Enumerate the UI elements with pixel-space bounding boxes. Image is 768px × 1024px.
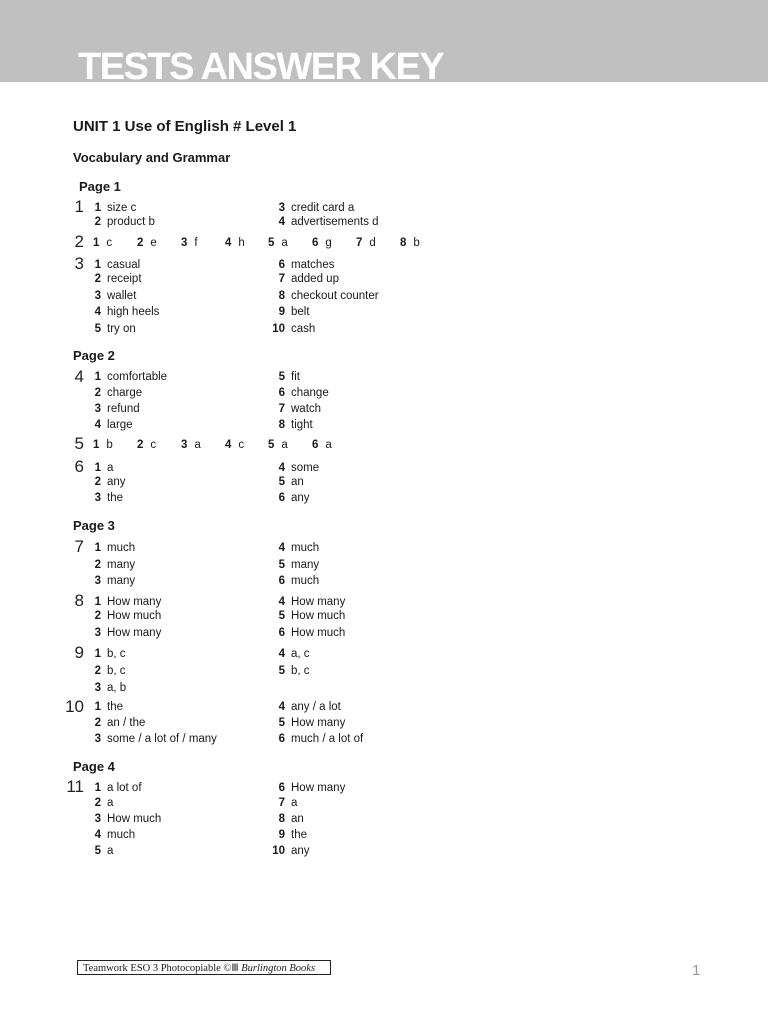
- answer-item: [93, 215, 155, 229]
- answer-text: much / a lot of: [291, 733, 364, 745]
- answer-item: [93, 289, 136, 303]
- answer-text: h: [238, 237, 245, 249]
- answer-number: 1: [93, 439, 100, 451]
- answer-item: [312, 438, 332, 452]
- answer-item: [277, 289, 379, 303]
- answer-item: [277, 305, 310, 319]
- answer-text: cash: [291, 323, 316, 335]
- answer-number: 3: [181, 237, 188, 249]
- answer-pair: [356, 236, 376, 250]
- answer-pair: [137, 438, 156, 452]
- exercise-number: 8: [74, 591, 84, 610]
- answer-item: [93, 558, 135, 572]
- answer-number: 3: [181, 439, 188, 451]
- answer-item: [277, 370, 300, 384]
- answer-pair: [312, 438, 332, 452]
- answer-item: [277, 491, 310, 505]
- answer-item: [277, 781, 345, 795]
- answer-number: 8: [278, 813, 285, 825]
- answer-pair: [312, 236, 332, 250]
- answer-number: 6: [312, 439, 319, 451]
- answer-number: 7: [278, 797, 285, 809]
- answer-item: [277, 732, 363, 746]
- answer-item: [181, 438, 201, 452]
- answer-text: refund: [107, 403, 140, 415]
- answer-text: How much: [107, 813, 162, 825]
- exercise-number: 7: [74, 537, 84, 556]
- answer-item: [271, 322, 315, 336]
- answer-text: belt: [291, 306, 310, 318]
- answer-text: c: [238, 439, 245, 451]
- answer-number: 6: [278, 733, 285, 745]
- answer-item: [93, 781, 142, 795]
- answer-number: 2: [94, 717, 101, 729]
- answer-item: [93, 828, 135, 842]
- answer-text: a: [281, 237, 288, 249]
- answer-item: [93, 812, 161, 826]
- answer-number: 5: [278, 476, 285, 488]
- answer-number: 1: [94, 259, 101, 271]
- answer-number: 6: [278, 492, 285, 504]
- answer-item: [93, 574, 135, 588]
- page-heading: Page 2: [73, 348, 115, 363]
- answer-item: [93, 732, 217, 746]
- answer-number: 4: [278, 462, 285, 474]
- answer-text: b: [413, 237, 420, 249]
- answer-number: 4: [94, 419, 101, 431]
- answer-item: [93, 438, 113, 452]
- answer-item: [225, 236, 245, 250]
- answer-text: b: [106, 439, 113, 451]
- publisher-name: Burlington Books: [241, 963, 316, 974]
- answer-number: 4: [225, 439, 232, 451]
- answer-text: added up: [291, 273, 339, 285]
- answer-number: 2: [137, 439, 144, 451]
- answer-number: 9: [278, 829, 285, 841]
- answer-number: 2: [94, 273, 101, 285]
- answer-number: 6: [278, 627, 285, 639]
- answer-item: [93, 418, 133, 432]
- answer-text: e: [150, 237, 157, 249]
- answer-text: How much: [107, 610, 162, 622]
- answer-item: [93, 491, 123, 505]
- answer-text: c: [150, 439, 157, 451]
- exercise-number: 1: [74, 197, 84, 216]
- answer-pair: [225, 236, 245, 250]
- answer-text: a: [325, 439, 332, 451]
- answer-item: [271, 844, 310, 858]
- answer-item: [277, 461, 319, 475]
- answer-text: How many: [291, 782, 346, 794]
- answer-text: many: [291, 559, 320, 571]
- page-heading: Page 3: [73, 518, 115, 533]
- answer-item: [277, 700, 341, 714]
- answer-text: b, c: [291, 665, 310, 677]
- answer-text: large: [107, 419, 133, 431]
- answer-item: [93, 370, 167, 384]
- answer-text: credit card a: [291, 202, 355, 214]
- answer-text: much: [107, 542, 136, 554]
- answer-item: [93, 647, 126, 661]
- answer-text: wallet: [107, 290, 137, 302]
- answer-text: c: [106, 237, 113, 249]
- answer-item: [93, 461, 113, 475]
- answer-number: 2: [94, 476, 101, 488]
- answer-text: a: [291, 797, 298, 809]
- answer-text: a, c: [291, 648, 310, 660]
- exercise-number: 5: [74, 434, 84, 453]
- answer-pair: [181, 236, 198, 250]
- answer-number: 1: [94, 782, 101, 794]
- answer-item: [268, 438, 288, 452]
- answer-item: [277, 647, 310, 661]
- answer-text: How much: [291, 610, 346, 622]
- answer-text: an / the: [107, 717, 146, 729]
- page-heading: Page 1: [79, 179, 121, 194]
- answer-item: [268, 236, 288, 250]
- answer-text: comfortable: [107, 371, 168, 383]
- answer-number: 4: [278, 701, 285, 713]
- publisher-mark: Ⅲ: [231, 963, 239, 974]
- answer-text: a, b: [107, 682, 127, 694]
- answer-item: [356, 236, 376, 250]
- answer-text: the: [107, 492, 123, 504]
- answer-number: 3: [94, 290, 101, 302]
- answer-item: [93, 796, 113, 810]
- answer-pair: [181, 438, 201, 452]
- answer-number: 4: [278, 216, 285, 228]
- footer-credit: [77, 960, 331, 975]
- answer-text: product b: [107, 216, 155, 228]
- answer-text: try on: [107, 323, 136, 335]
- answer-item: [93, 386, 142, 400]
- answer-number: 2: [94, 216, 101, 228]
- answer-text: many: [107, 559, 136, 571]
- answer-number: 3: [94, 733, 101, 745]
- answer-number: 4: [278, 596, 285, 608]
- answer-pair: [268, 236, 288, 250]
- answer-text: tight: [291, 419, 313, 431]
- answer-text: many: [107, 575, 136, 587]
- answer-item: [277, 201, 354, 215]
- answer-text: a: [107, 797, 114, 809]
- answer-text: change: [291, 387, 329, 399]
- answer-text: f: [194, 237, 198, 249]
- answer-item: [93, 844, 113, 858]
- exercise-number: 3: [74, 254, 84, 273]
- answer-text: How much: [291, 627, 346, 639]
- section-title: Vocabulary and Grammar: [73, 150, 231, 165]
- answer-item: [93, 700, 123, 714]
- answer-number: 5: [268, 237, 275, 249]
- answer-item: [181, 236, 198, 250]
- answer-number: 3: [94, 403, 101, 415]
- answer-item: [93, 716, 145, 730]
- answer-number: 5: [268, 439, 275, 451]
- answer-text: b, c: [107, 648, 126, 660]
- exercise-number: 6: [74, 457, 84, 476]
- answer-item: [277, 272, 339, 286]
- answer-number: 4: [225, 237, 232, 249]
- answer-text: high heels: [107, 306, 160, 318]
- answer-text: fit: [291, 371, 300, 383]
- answer-item: [93, 236, 112, 250]
- answer-item: [277, 664, 310, 678]
- answer-number: 2: [94, 610, 101, 622]
- answer-text: much: [291, 575, 320, 587]
- answer-item: [93, 626, 161, 640]
- answer-item: [277, 812, 304, 826]
- answer-item: [277, 828, 307, 842]
- answer-number: 5: [94, 845, 101, 857]
- answer-number: 8: [278, 290, 285, 302]
- answer-text: size c: [107, 202, 137, 214]
- answer-item: [93, 402, 140, 416]
- answer-text: some: [291, 462, 320, 474]
- answer-text: much: [291, 542, 320, 554]
- answer-number: 5: [94, 323, 101, 335]
- answer-number: 7: [278, 403, 285, 415]
- answer-pair: [93, 438, 113, 452]
- answer-number: 1: [94, 202, 101, 214]
- answer-text: a: [194, 439, 201, 451]
- answer-text: an: [291, 476, 304, 488]
- answer-text: any / a lot: [291, 701, 341, 713]
- answer-number: 5: [278, 610, 285, 622]
- answer-number: 3: [94, 492, 101, 504]
- unit-title: UNIT 1 Use of English # Level 1: [73, 118, 297, 135]
- answer-text: any: [291, 845, 310, 857]
- answer-number: 1: [94, 371, 101, 383]
- answer-pair: [137, 236, 157, 250]
- answer-number: 7: [278, 273, 285, 285]
- answer-item: [400, 236, 420, 250]
- answer-number: 8: [278, 419, 285, 431]
- answer-item: [137, 236, 157, 250]
- answer-item: [93, 201, 136, 215]
- answer-item: [93, 541, 135, 555]
- answer-text: a: [107, 462, 114, 474]
- answer-text: the: [291, 829, 307, 841]
- answer-text: casual: [107, 259, 141, 271]
- answer-item: [93, 664, 126, 678]
- answer-number: 3: [94, 627, 101, 639]
- answer-item: [277, 258, 334, 272]
- answer-number: 6: [278, 259, 285, 271]
- answer-text: How many: [291, 717, 346, 729]
- answer-number: 3: [94, 575, 101, 587]
- answer-number: 3: [94, 813, 101, 825]
- answer-text: any: [291, 492, 310, 504]
- footer-text: Teamwork ESO 3 Photocopiable ©: [83, 963, 232, 974]
- answer-text: any: [107, 476, 126, 488]
- answer-number: 4: [94, 306, 101, 318]
- page-heading: Page 4: [73, 759, 115, 774]
- answer-number: 3: [94, 682, 101, 694]
- answer-item: [277, 609, 345, 623]
- answer-text: a lot of: [107, 782, 142, 794]
- answer-item: [277, 574, 319, 588]
- answer-text: charge: [107, 387, 143, 399]
- answer-text: How many: [107, 627, 162, 639]
- answer-item: [277, 215, 379, 229]
- answer-text: much: [107, 829, 136, 841]
- answer-number: 6: [312, 237, 319, 249]
- page-number: 1: [692, 962, 701, 979]
- answer-text: a: [281, 439, 288, 451]
- answer-item: [277, 626, 345, 640]
- answer-pair: [93, 236, 112, 250]
- answer-item: [277, 402, 321, 416]
- answer-number: 1: [94, 596, 101, 608]
- answer-item: [277, 418, 313, 432]
- answer-item: [277, 796, 297, 810]
- answer-text: matches: [291, 259, 335, 271]
- answer-item: [277, 595, 345, 609]
- answer-item: [312, 236, 332, 250]
- answer-pair: [225, 438, 244, 452]
- answer-number: 7: [356, 237, 363, 249]
- answer-item: [277, 558, 319, 572]
- answer-item: [93, 609, 161, 623]
- answer-number: 6: [278, 387, 285, 399]
- answer-text: How many: [291, 596, 346, 608]
- answer-item: [277, 386, 329, 400]
- answer-number: 2: [94, 665, 101, 677]
- answer-number: 2: [137, 237, 144, 249]
- page-title: TESTS ANSWER KEY: [78, 46, 444, 88]
- exercise-number: 10: [65, 697, 84, 716]
- answer-item: [93, 272, 142, 286]
- answer-number: 1: [94, 701, 101, 713]
- answer-number: 1: [93, 237, 100, 249]
- answer-text: a: [107, 845, 114, 857]
- answer-text: How many: [107, 596, 162, 608]
- answer-number: 6: [278, 782, 285, 794]
- answer-number: 5: [278, 665, 285, 677]
- answer-item: [225, 438, 244, 452]
- answer-item: [277, 541, 319, 555]
- answer-item: [93, 475, 126, 489]
- answer-text: an: [291, 813, 304, 825]
- answer-number: 4: [278, 648, 285, 660]
- answer-pair: [268, 438, 288, 452]
- answer-text: d: [369, 237, 376, 249]
- answer-number: 2: [94, 387, 101, 399]
- answer-text: some / a lot of / many: [107, 733, 217, 745]
- answer-text: watch: [291, 403, 322, 415]
- answer-number: 1: [94, 542, 101, 554]
- exercise-number: 9: [74, 643, 84, 662]
- answer-number: 4: [94, 829, 101, 841]
- answer-item: [93, 258, 140, 272]
- answer-number: 9: [278, 306, 285, 318]
- answer-item: [277, 716, 345, 730]
- answer-text: g: [325, 237, 332, 249]
- answer-number: 1: [94, 648, 101, 660]
- answer-text: receipt: [107, 273, 142, 285]
- answer-number: 10: [272, 845, 285, 857]
- answer-number: 1: [94, 462, 101, 474]
- answer-text: advertisements d: [291, 216, 379, 228]
- answer-number: 5: [278, 371, 285, 383]
- answer-number: 5: [278, 717, 285, 729]
- answer-item: [93, 322, 136, 336]
- answer-number: 2: [94, 797, 101, 809]
- answer-number: 3: [278, 202, 285, 214]
- answer-number: 8: [400, 237, 407, 249]
- answer-pair: [400, 236, 420, 250]
- answer-item: [93, 305, 159, 319]
- exercise-number: 2: [74, 232, 84, 251]
- answer-number: 6: [278, 575, 285, 587]
- answer-text: the: [107, 701, 123, 713]
- answer-item: [93, 681, 126, 695]
- answer-item: [137, 438, 156, 452]
- exercise-number: 4: [74, 367, 84, 386]
- answer-number: 5: [278, 559, 285, 571]
- answer-number: 10: [272, 323, 285, 335]
- answer-item: [93, 595, 161, 609]
- exercise-number: 11: [66, 777, 84, 796]
- answer-number: 2: [94, 559, 101, 571]
- answer-text: checkout counter: [291, 290, 379, 302]
- answer-number: 4: [278, 542, 285, 554]
- answer-item: [277, 475, 304, 489]
- answer-text: b, c: [107, 665, 126, 677]
